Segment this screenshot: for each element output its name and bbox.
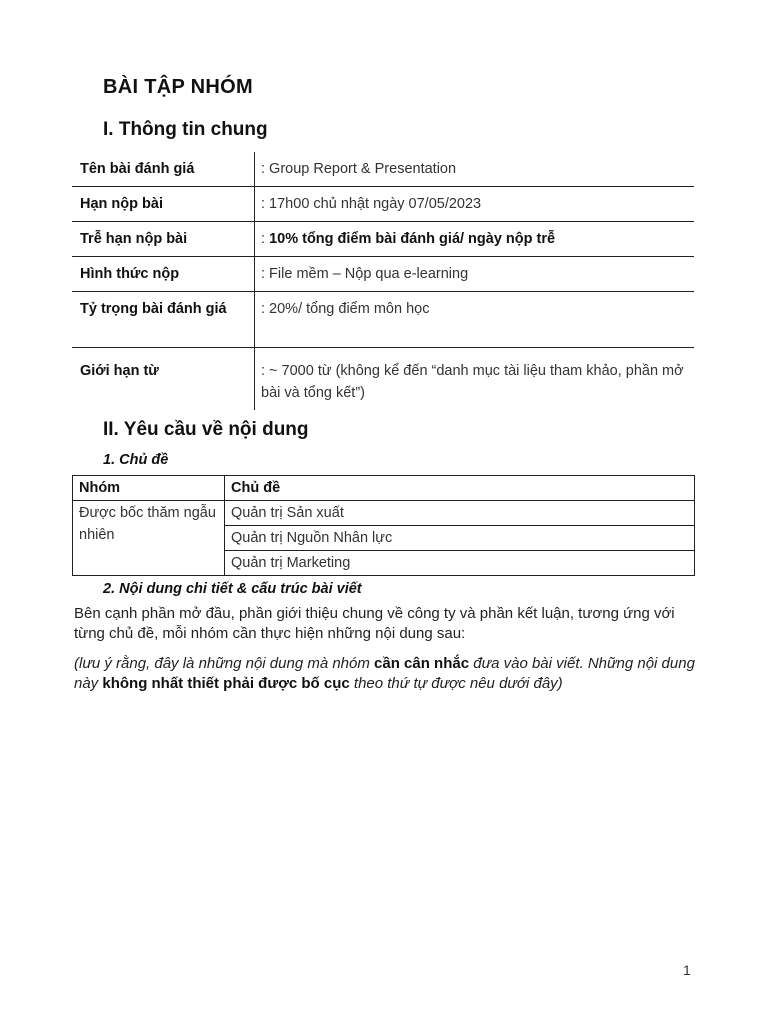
topic-cell: Quản trị Sản xuất <box>225 501 695 526</box>
value-prefix: : <box>261 231 270 247</box>
table-row <box>72 222 694 257</box>
row-label: Tên bài đánh giá <box>72 152 255 187</box>
note-text: theo thứ tự được nêu dưới đây) <box>349 675 563 692</box>
table-row <box>72 152 694 187</box>
row-value: : ~ 7000 từ (không kể đến “danh mục tài liệu tham khảo, phần mở bài và tổng kết”) <box>255 348 695 411</box>
row-label: Hình thức nộp <box>72 257 255 292</box>
note-paragraph <box>74 654 702 694</box>
row-label: Tỷ trọng bài đánh giá <box>72 292 255 348</box>
row-value: : File mềm – Nộp qua e-learning <box>255 257 695 292</box>
late-penalty-value: 10% tổng điểm bài đánh giá/ ngày nộp trễ <box>269 231 556 247</box>
note-emphasis: không nhất thiết phải được bố cục <box>102 675 350 692</box>
table-row <box>72 187 694 222</box>
topic-cell: Quản trị Marketing <box>225 551 695 576</box>
section-heading-content-requirements: II. Yêu cầu về nội dung <box>103 419 309 440</box>
row-label: Hạn nộp bài <box>72 187 255 222</box>
intro-paragraph: Bên cạnh phần mở đầu, phần giới thiệu chung về công ty và phần kết luận, tương ứng với từng chủ đề, mỗi nhóm cần thực hiện những nội dung sau: <box>74 605 675 642</box>
page-number: 1 <box>683 962 691 978</box>
subheading-detailed-content: 2. Nội dung chi tiết & cấu trúc bài viết <box>103 581 362 597</box>
table-row <box>72 257 694 292</box>
topic-table <box>72 475 695 576</box>
note-text: (lưu ý rằng, đây là những nội dung mà nhóm <box>74 655 375 672</box>
general-info-table <box>72 152 694 410</box>
row-label: Trễ hạn nộp bài <box>72 222 255 257</box>
subheading-topic: 1. Chủ đề <box>103 452 169 468</box>
row-value: : 20%/ tổng điểm môn học <box>255 292 695 348</box>
document-title: BÀI TẬP NHÓM <box>103 76 253 98</box>
table-row <box>73 501 695 526</box>
table-row <box>72 348 694 411</box>
group-cell: Được bốc thăm ngẫu nhiên <box>73 501 225 576</box>
row-value: : 17h00 chủ nhật ngày 07/05/2023 <box>255 187 695 222</box>
topic-cell: Quản trị Nguồn Nhân lực <box>225 526 695 551</box>
note-text: đưa vào bài viết. Những nội dung này <box>74 655 695 692</box>
section-heading-general-info: I. Thông tin chung <box>103 119 268 140</box>
table-row <box>72 292 694 348</box>
column-header: Chủ đề <box>225 476 695 501</box>
row-label: Giới hạn từ <box>80 363 159 379</box>
column-header: Nhóm <box>73 476 225 501</box>
row-value <box>255 222 695 257</box>
note-emphasis: cần cân nhắc <box>374 655 470 672</box>
row-value: : Group Report & Presentation <box>255 152 695 187</box>
table-header-row <box>73 476 695 501</box>
